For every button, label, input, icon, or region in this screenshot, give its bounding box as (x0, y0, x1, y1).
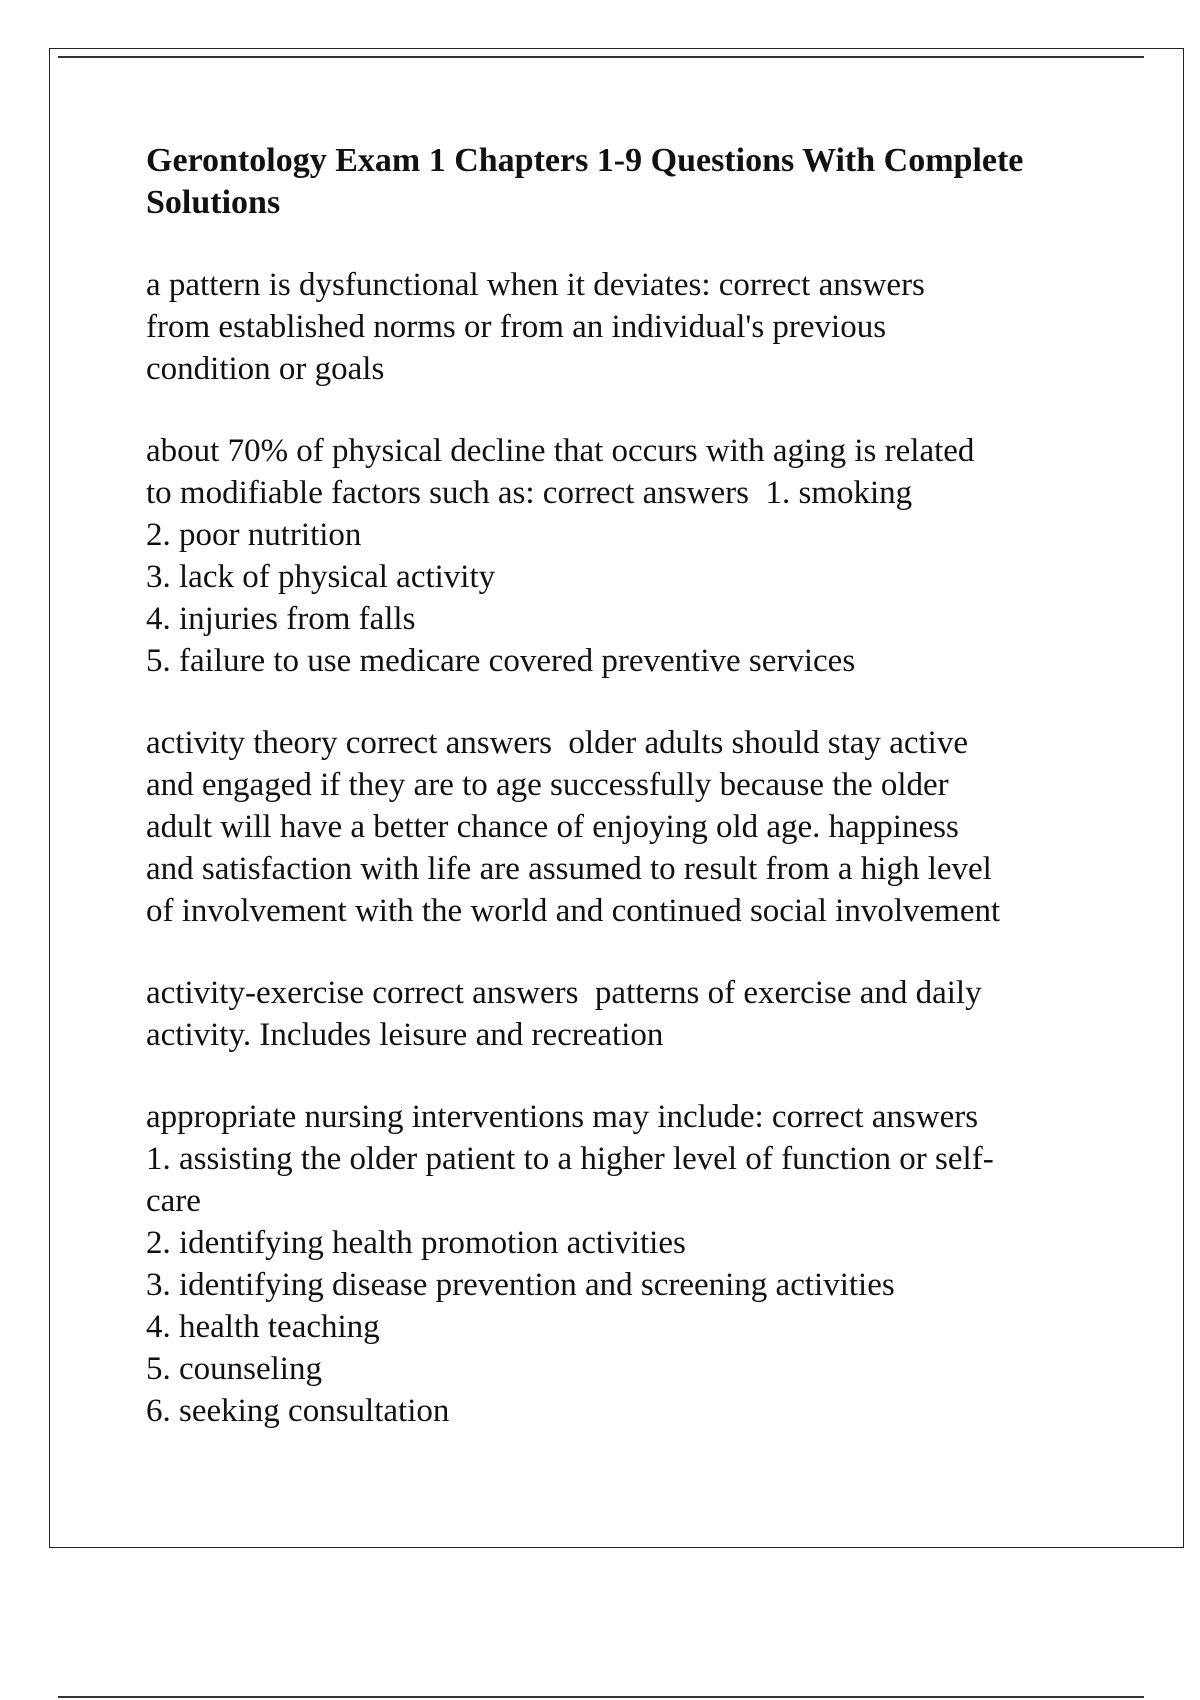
entry-line: adult will have a better chance of enjoying old age. happiness (146, 809, 959, 845)
qa-entry-activity-exercise (146, 972, 1096, 1056)
entry-line: and satisfaction with life are assumed to result from a high level (146, 851, 992, 887)
entry-line: to modifiable factors such as: correct answers 1. smoking (146, 475, 913, 511)
list-item: 5. failure to use medicare covered preventive services (146, 643, 856, 679)
entry-line: activity. Includes leisure and recreation (146, 1017, 664, 1053)
top-rule-divider (58, 56, 1144, 58)
list-item: 1. assisting the older patient to a higher level of function or self- (146, 1141, 994, 1177)
qa-entry-activity-theory (146, 722, 1096, 932)
list-item: 3. identifying disease prevention and screening activities (146, 1267, 895, 1303)
bottom-rule-divider (58, 1696, 1144, 1698)
entry-line: and engaged if they are to age successfully because the older (146, 767, 949, 803)
entry-line: activity theory correct answers older adults should stay active (146, 725, 968, 761)
entry-line: from established norms or from an individual's previous (146, 309, 887, 345)
list-item: 6. seeking consultation (146, 1393, 450, 1429)
entry-line: of involvement with the world and continued social involvement (146, 893, 1001, 929)
list-item: 4. health teaching (146, 1309, 380, 1345)
qa-entry-physical-decline (146, 430, 1096, 682)
list-item: 4. injuries from falls (146, 601, 416, 637)
qa-entry-nursing-interventions (146, 1096, 1096, 1432)
document-title: Gerontology Exam 1 Chapters 1-9 Questions With Complete Solutions (146, 142, 1024, 221)
list-item: 5. counseling (146, 1351, 322, 1387)
list-item: 2. poor nutrition (146, 517, 362, 553)
list-item: 2. identifying health promotion activities (146, 1225, 686, 1261)
entry-line: appropriate nursing interventions may include: correct answers (146, 1099, 979, 1135)
list-item: care (146, 1183, 201, 1219)
entry-line: a pattern is dysfunctional when it deviates: correct answers (146, 267, 925, 303)
document-body (146, 140, 1096, 1472)
entry-line: about 70% of physical decline that occurs with aging is related (146, 433, 975, 469)
list-item: 3. lack of physical activity (146, 559, 496, 595)
entry-line: activity-exercise correct answers patterns of exercise and daily (146, 975, 982, 1011)
qa-entry-dysfunctional-pattern (146, 264, 1096, 390)
entry-line: condition or goals (146, 351, 385, 387)
